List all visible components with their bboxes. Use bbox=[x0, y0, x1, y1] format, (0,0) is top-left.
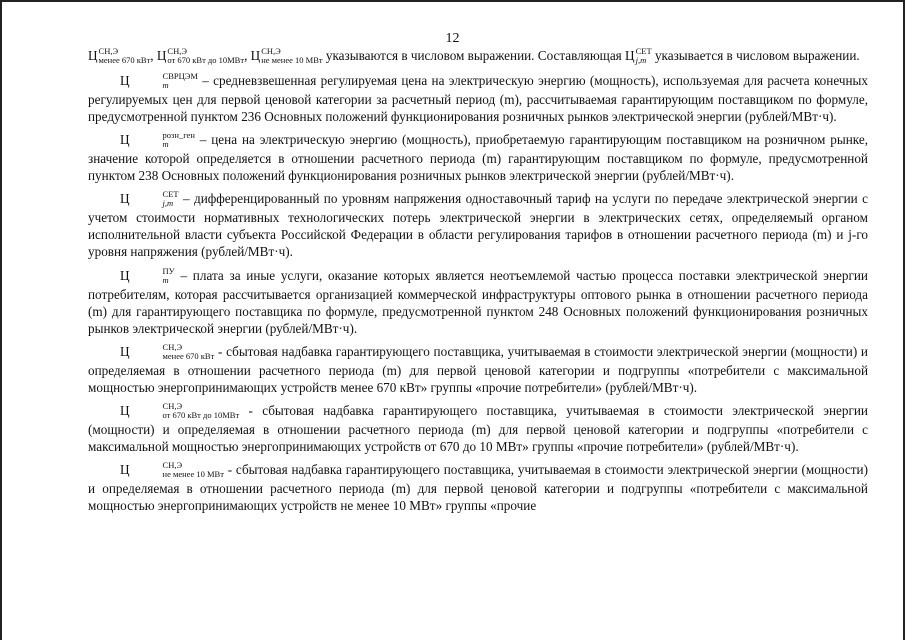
paragraph-670-to-10: Ц СН,Э от 670 кВт до 10МВт - сбытовая надбавка гарантирующего поставщика, учитываемая в стоимости электрической энергии (мощности) и определяемая в отношении расчетного периода (m) для первой ценовой категории и подгруппы «потребители с максимальной мощностью энергопринимающих устройств от 670 до 10 МВт» группы «прочие потребители» (рублей/МВт·ч). bbox=[88, 400, 868, 454]
page-border-left bbox=[0, 0, 2, 640]
symbol-c-sn-not-less-10: Ц СН,Э не менее 10 МВт bbox=[120, 460, 224, 480]
symbol-c-sn-less-670: Ц СН,Э менее 670 кВт bbox=[120, 341, 215, 361]
symbol-c-pu: Ц ПУ m bbox=[120, 265, 175, 285]
page-number: 12 bbox=[445, 31, 460, 46]
symbol-c-rozn-gen: Ц розн_ген m bbox=[120, 130, 195, 150]
paragraph-set: Ц СЕТ j,m – дифференцированный по уровням напряжения одноставочный тариф на услуги по передаче электрической энергии с учетом стоимости нормативных технологических потерь электрической энергии в электрических сетях, определяемый органом исполнительной власти субъекта Российской Федерации в области регулирования тарифов в отношении расчетного периода (m) и j-го уровня напряжения (рублей/МВт·ч). bbox=[88, 189, 868, 260]
document-body bbox=[88, 47, 868, 514]
symbol-c-sn-670-to-10: Ц СН,Э от 670 кВт до 10МВт bbox=[120, 400, 240, 420]
paragraph-pu: Ц ПУ m – плата за иные услуги, оказание которых является неотъемлемой частью процесса поставки электрической энергии потребителям, которая рассчитывается организацией коммерческой инфраструктуры оптового рынка в отношении расчетного периода (m) для гарантирующего поставщика по формуле, предусмотренной пунктом 248 Основных положений функционирования розничных рынков электрической энергии (рублей/МВт·ч). bbox=[88, 265, 868, 336]
symbol-c-svrcem: Ц СВРЦЭМ m bbox=[120, 70, 198, 90]
page-border-top bbox=[0, 0, 905, 2]
symbol-c-set-jm: Ц СЕТ j,m bbox=[625, 45, 652, 65]
symbol-c-not-less-10: Ц СН,Э не менее 10 МВт bbox=[250, 45, 323, 65]
paragraph-less-670: Ц СН,Э менее 670 кВт - сбытовая надбавка гарантирующего поставщика, учитываемая в стоимости электрической энергии (мощности) и определяемая в отношении расчетного периода (m) для первой ценовой категории и подгруппы «потребители с максимальной мощностью энергопринимающих устройств менее 670 кВт» группы «прочие потребители» (рублей/МВт·ч). bbox=[88, 341, 868, 395]
paragraph-svrcem: Ц СВРЦЭМ m – средневзвешенная регулируемая цена на электрическую энергию (мощность), используемая для расчета конечных регулируемых цен для первой ценовой категории за расчетный период (m), рассчитываемая гарантирующим поставщиком по формуле, предусмотренной пунктом 236 Основных положений функционирования розничных рынков электрической энергии (рублей/МВт·ч). bbox=[88, 70, 868, 125]
paragraph-components-numeric: Ц СН,Э менее 670 кВт , Ц СН,Э от 670 кВт до 10МВт , Ц СН,Э не менее 10 МВт указываются в числовом выражении. Составляющая Ц СЕТ j,m указывается в числовом выражении. bbox=[88, 45, 860, 65]
symbol-c-670-to-10: Ц СН,Э от 670 кВт до 10МВт bbox=[156, 45, 245, 65]
paragraph-not-less-10: Ц СН,Э не менее 10 МВт - сбытовая надбавка гарантирующего поставщика, учитываемая в стоимости электрической энергии (мощности) и определяемая в отношении расчетного периода (m) для первой ценовой категории и подгруппы «потребители с максимальной мощностью энергопринимающих устройств не менее 10 МВт» группы «прочие bbox=[88, 460, 868, 514]
paragraph-rozn-gen: Ц розн_ген m – цена на электрическую энергию (мощность), приобретаемую гарантирующим поставщиком на розничном рынке, значение которой определяется в отношении расчетного периода (m) гарантирующим поставщиком по формуле, предусмотренной пунктом 238 Основных положений функционирования розничных рынков электрической энергии (рублей/МВт·ч). bbox=[88, 130, 868, 184]
symbol-c-set: Ц СЕТ j,m bbox=[120, 189, 179, 209]
symbol-c-less-670: Ц СН,Э менее 670 кВт bbox=[88, 45, 151, 65]
